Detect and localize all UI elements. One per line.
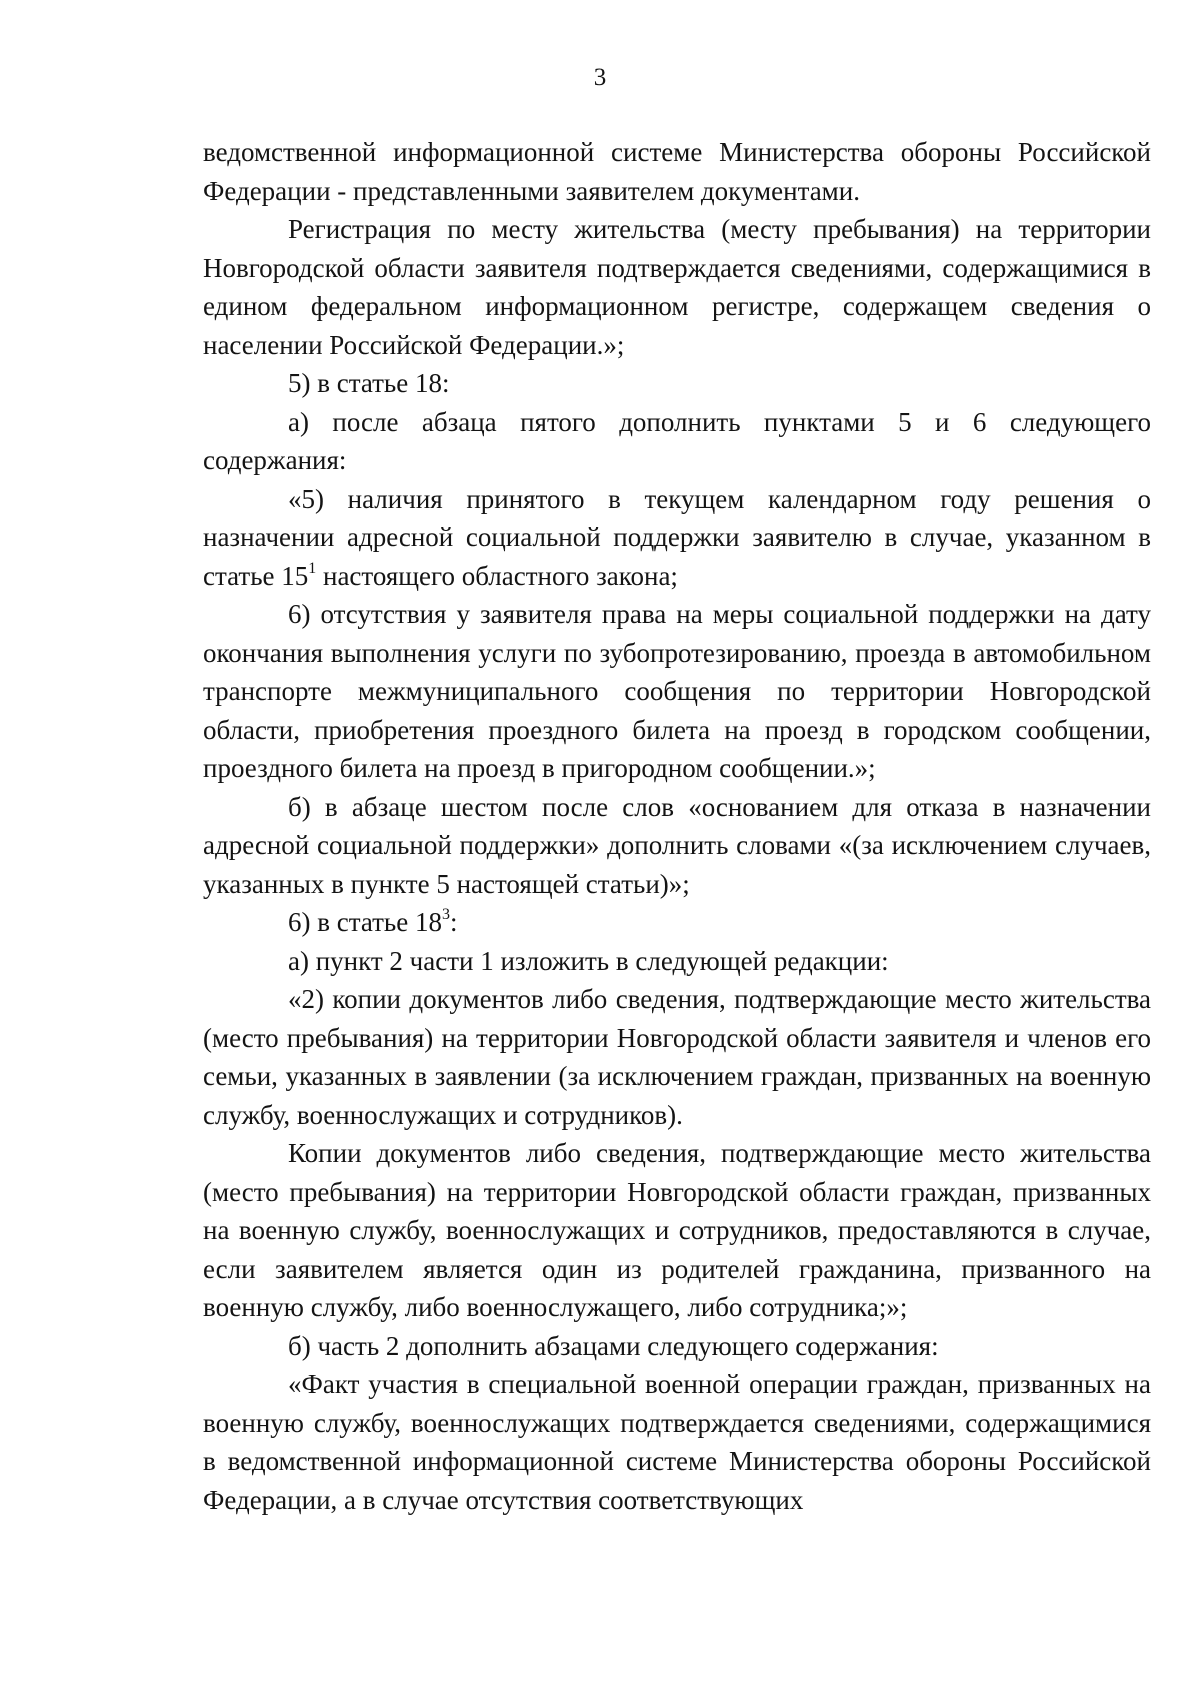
paragraph-point-6: 6) отсутствия у заявителя права на меры социальной поддержки на дату окончания выполнения услуги по зубопротезированию, проезда в автомобильном транспорте межмуниципального сообщения по территории Новгородской области, приобретения проездного билета на проезд в городском сообщении, проездного билета на проезд в пригородном сообщении.»;	[203, 599, 1151, 783]
paragraph-item-6-tail: :	[449, 907, 458, 937]
paragraph-subitem-a-2: а) пункт 2 части 1 изложить в следующей редакции:	[288, 945, 889, 976]
paragraph-subitem-b-2: б) часть 2 дополнить абзацами следующего содержания:	[288, 1330, 939, 1361]
paragraph-item-6	[203, 903, 1151, 942]
paragraph-point-5-text: «5) наличия принятого в текущем календарном году решения о назначении адресной социальной поддержки заявителю в случае, указанном в статье 15	[203, 483, 1151, 591]
paragraph-point-5	[203, 480, 1151, 596]
page-number: 3	[593, 64, 607, 91]
paragraph-point-5-tail: настоящего областного закона;	[316, 560, 678, 591]
paragraph-item-5: 5) в статье 18:	[288, 368, 450, 398]
paragraph-subitem-a: а) после абзаца пятого дополнить пунктами 5 и 6 следующего содержания:	[203, 406, 1151, 475]
paragraph-point-2: «2) копии документов либо сведения, подтверждающие место жительства (место пребывания) на территории Новгородской области заявителя и членов его семьи, указанных в заявлении (за исключением граждан, призванных на военную службу, военнослужащих и сотрудников).	[203, 984, 1151, 1130]
superscript: 3	[441, 906, 450, 923]
paragraph-continuation: ведомственной информационной системе Министерства обороны Российской Федерации - представленными заявителем документами.	[203, 137, 1151, 206]
paragraph-item-6-text: 6) в статье 18	[288, 907, 442, 937]
superscript: 1	[308, 559, 317, 577]
paragraph-copies: Копии документов либо сведения, подтверждающие место жительства (место пребывания) на территории Новгородской области граждан, призванных на военную службу, военнослужащих и сотрудников, предоставляются в случае, если заявителем является один из родителей гражданина, призванного на военную службу, либо военнослужащего, либо сотрудника;»;	[203, 1138, 1151, 1322]
paragraph-registration: Регистрация по месту жительства (месту пребывания) на территории Новгородской области заявителя подтверждается сведениями, содержащимися в едином федеральном информационном регистре, содержащем сведения о населении Российской Федерации.»;	[203, 214, 1151, 360]
document-body	[203, 133, 1151, 1519]
paragraph-subitem-b: б) в абзаце шестом после слов «основанием для отказа в назначении адресной социальной поддержки» дополнить словами «(за исключением случаев, указанных в пункте 5 настоящей статьи)»;	[203, 791, 1151, 899]
paragraph-fact: «Факт участия в специальной военной операции граждан, призванных на военную службу, военнослужащих подтверждается сведениями, содержащимися в ведомственной информационной системе Министерства обороны Российской Федерации, а в случае отсутствия соответствующих	[203, 1369, 1151, 1515]
